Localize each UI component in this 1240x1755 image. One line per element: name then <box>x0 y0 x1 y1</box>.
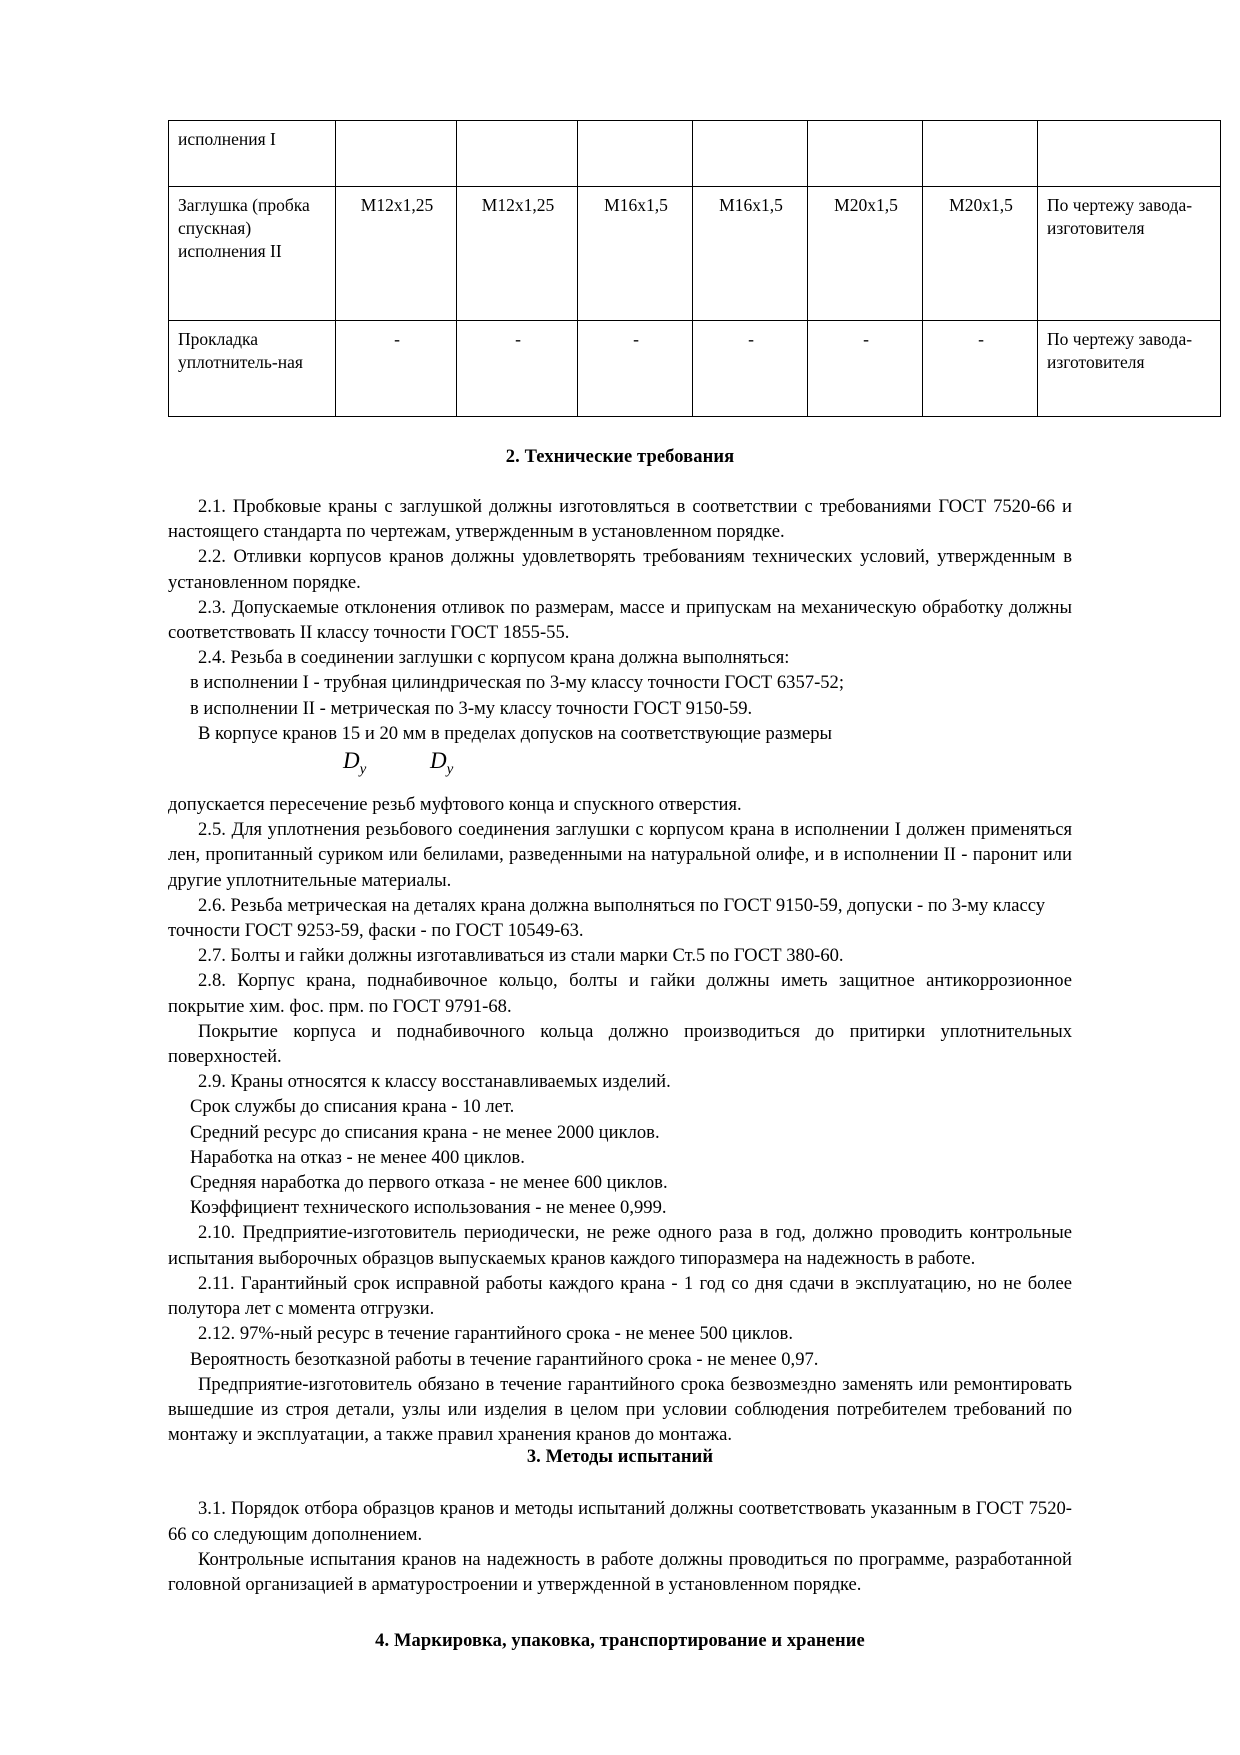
paragraph-2-1: 2.1. Пробковые краны с заглушкой должны изготовляться в соответствии с требованиями ГОСТ 7520-66 и настоящего стандарта по чертежам, утвержденным в установленном порядке. <box>168 496 1072 543</box>
table-cell-value: М20х1,5 <box>808 187 923 321</box>
table-row <box>169 321 1221 417</box>
table-cell-value: М12х1,25 <box>457 187 578 321</box>
table-cell-value: - <box>336 321 457 417</box>
paragraph-2-10: 2.10. Предприятие-изготовитель периодически, не реже одного раза в год, должно проводить контрольные испытания выборочных образцов выпускаемых кранов каждого типоразмера на надежность в работе. <box>168 1222 1072 1269</box>
paragraph-2-8: 2.8. Корпус крана, поднабивочное кольцо, болты и гайки должны иметь защитное антикоррозионное покрытие хим. фос. прм. по ГОСТ 9791-68. <box>168 970 1072 1017</box>
paragraph-2-9-average-resource: Средний ресурс до списания крана - не менее 2000 циклов. <box>190 1121 660 1143</box>
paragraph-3-1: 3.1. Порядок отбора образцов кранов и методы испытаний должны соответствовать указанным в ГОСТ 7520-66 со следующим дополнением. <box>168 1498 1072 1545</box>
table-cell-value <box>808 121 923 187</box>
paragraph-2-4-continuation: допускается пересечение резьб муфтового конца и спускного отверстия. <box>168 794 742 816</box>
dy-subscript-row <box>168 746 1072 792</box>
dy-subscript: у <box>359 761 367 778</box>
table-cell-value <box>923 121 1038 187</box>
paragraph-2-2: 2.2. Отливки корпусов кранов должны удовлетворять требованиям технических условий, утвержденным в установленном порядке. <box>168 546 1072 593</box>
paragraph-2-4-variant-1: в исполнении I - трубная цилиндрическая по 3-му классу точности ГОСТ 6357-52; <box>190 672 845 694</box>
spacer <box>168 468 1072 494</box>
paragraph-2-9-utilization: Коэффициент технического использования - не менее 0,999. <box>190 1197 667 1219</box>
table-cell-value: - <box>923 321 1038 417</box>
paragraph-3-1-continuation: Контрольные испытания кранов на надежность в работе должны проводиться по программе, разработанной головной организацией в арматуростроении и утвержденной в установленном порядке. <box>168 1548 1072 1595</box>
paragraph-2-9-mtbf: Наработка на отказ - не менее 400 циклов. <box>190 1146 525 1168</box>
table-cell-value: М20х1,5 <box>923 187 1038 321</box>
table-cell-note <box>1038 121 1221 187</box>
dy-letter: D <box>430 748 447 774</box>
dy-letter: D <box>343 748 360 774</box>
spacer <box>168 1597 1072 1631</box>
table-cell-value: - <box>457 321 578 417</box>
table-cell-label: Прокладка уплотнитель-ная <box>169 321 336 417</box>
table-cell-value <box>693 121 808 187</box>
paragraph-2-6: 2.6. Резьба метрическая на деталях крана должна выполняться по ГОСТ 9150-59, допуски - по 3-му классу точности ГОСТ 9253-59, фаски - по ГОСТ 10549-63. <box>168 894 1046 942</box>
paragraph-2-11: 2.11. Гарантийный срок исправной работы каждого крана - 1 год со дня сдачи в эксплуатацию, но не более полутора лет с момента отгрузки. <box>168 1272 1072 1320</box>
paragraph-2-9-mttff: Средняя наработка до первого отказа - не менее 600 циклов. <box>190 1172 668 1194</box>
paragraph-2-12-probability: Вероятность безотказной работы в течение гарантийного срока - не менее 0,97. <box>190 1348 819 1370</box>
table-cell-value: М16х1,5 <box>693 187 808 321</box>
table-row <box>169 121 1221 187</box>
table-cell-label: Заглушка (пробка спускная) исполнения II <box>169 187 336 321</box>
table-cell-value: - <box>808 321 923 417</box>
spacer <box>168 417 1072 447</box>
paragraph-2-12: 2.12. 97%-ный ресурс в течение гарантийного срока - не менее 500 циклов. <box>198 1323 793 1345</box>
table-cell-note: По чертежу завода-изготовителя <box>1038 321 1221 417</box>
table-cell-value <box>578 121 693 187</box>
section-heading-2: 2. Технические требования <box>505 447 735 467</box>
page-content <box>168 120 1193 1652</box>
specification-table <box>168 120 1221 417</box>
table-row <box>169 187 1221 321</box>
paragraph-2-8-continuation: Покрытие корпуса и поднабивочного кольца должно производиться до притирки уплотнительных поверхностей. <box>168 1020 1072 1068</box>
paragraph-2-4: 2.4. Резьба в соединении заглушки с корпусом крана должна выполняться: <box>198 647 790 669</box>
dy-symbol-first <box>343 748 366 779</box>
dy-symbol-second <box>430 748 453 779</box>
table-cell-label: исполнения I <box>169 121 336 187</box>
paragraph-2-12-warranty-obligation: Предприятие-изготовитель обязано в течение гарантийного срока безвозмездно заменять или ремонтировать вышедшие из строя детали, узлы или изделия в целом при условии соблюдения потребителем требований по монтажу и эксплуатации, а также правил хранения кранов до монтажа. <box>168 1373 1072 1446</box>
section-heading-4: 4. Маркировка, упаковка, транспортирование и хранение <box>375 1631 865 1652</box>
dy-subscript: у <box>446 761 454 778</box>
paragraph-2-5: 2.5. Для уплотнения резьбового соединения заглушки с корпусом крана в исполнении I должен применяться лен, пропитанный суриком или белилами, разведенными на натуральной олифе, и в исполнении II - паронит или другие уплотнительные материалы. <box>168 819 1072 891</box>
table-cell-value: - <box>578 321 693 417</box>
paragraph-2-4-dy-line: В корпусе кранов 15 и 20 мм в пределах допусков на соответствующие размеры <box>198 722 833 744</box>
table-cell-value: М12х1,25 <box>336 187 457 321</box>
paragraph-2-4-variant-2: в исполнении II - метрическая по 3-му классу точности ГОСТ 9150-59. <box>190 697 753 719</box>
section-heading-3: 3. Методы испытаний <box>526 1447 714 1468</box>
dy-annotation-block <box>168 721 1072 792</box>
table-cell-value <box>457 121 578 187</box>
paragraph-2-9: 2.9. Краны относятся к классу восстанавливаемых изделий. <box>198 1071 671 1093</box>
spacer <box>168 1468 1072 1496</box>
paragraph-2-3: 2.3. Допускаемые отклонения отливок по размерам, массе и припускам на механическую обработку должны соответствовать II классу точности ГОСТ 1855-55. <box>168 596 1072 644</box>
table-cell-value: - <box>693 321 808 417</box>
table-cell-value <box>336 121 457 187</box>
paragraph-2-7: 2.7. Болты и гайки должны изготавливаться из стали марки Ст.5 по ГОСТ 380-60. <box>198 945 844 967</box>
table-cell-note: По чертежу завода-изготовителя <box>1038 187 1221 321</box>
table-cell-value: М16х1,5 <box>578 187 693 321</box>
paragraph-2-9-service-life: Срок службы до списания крана - 10 лет. <box>190 1096 515 1118</box>
